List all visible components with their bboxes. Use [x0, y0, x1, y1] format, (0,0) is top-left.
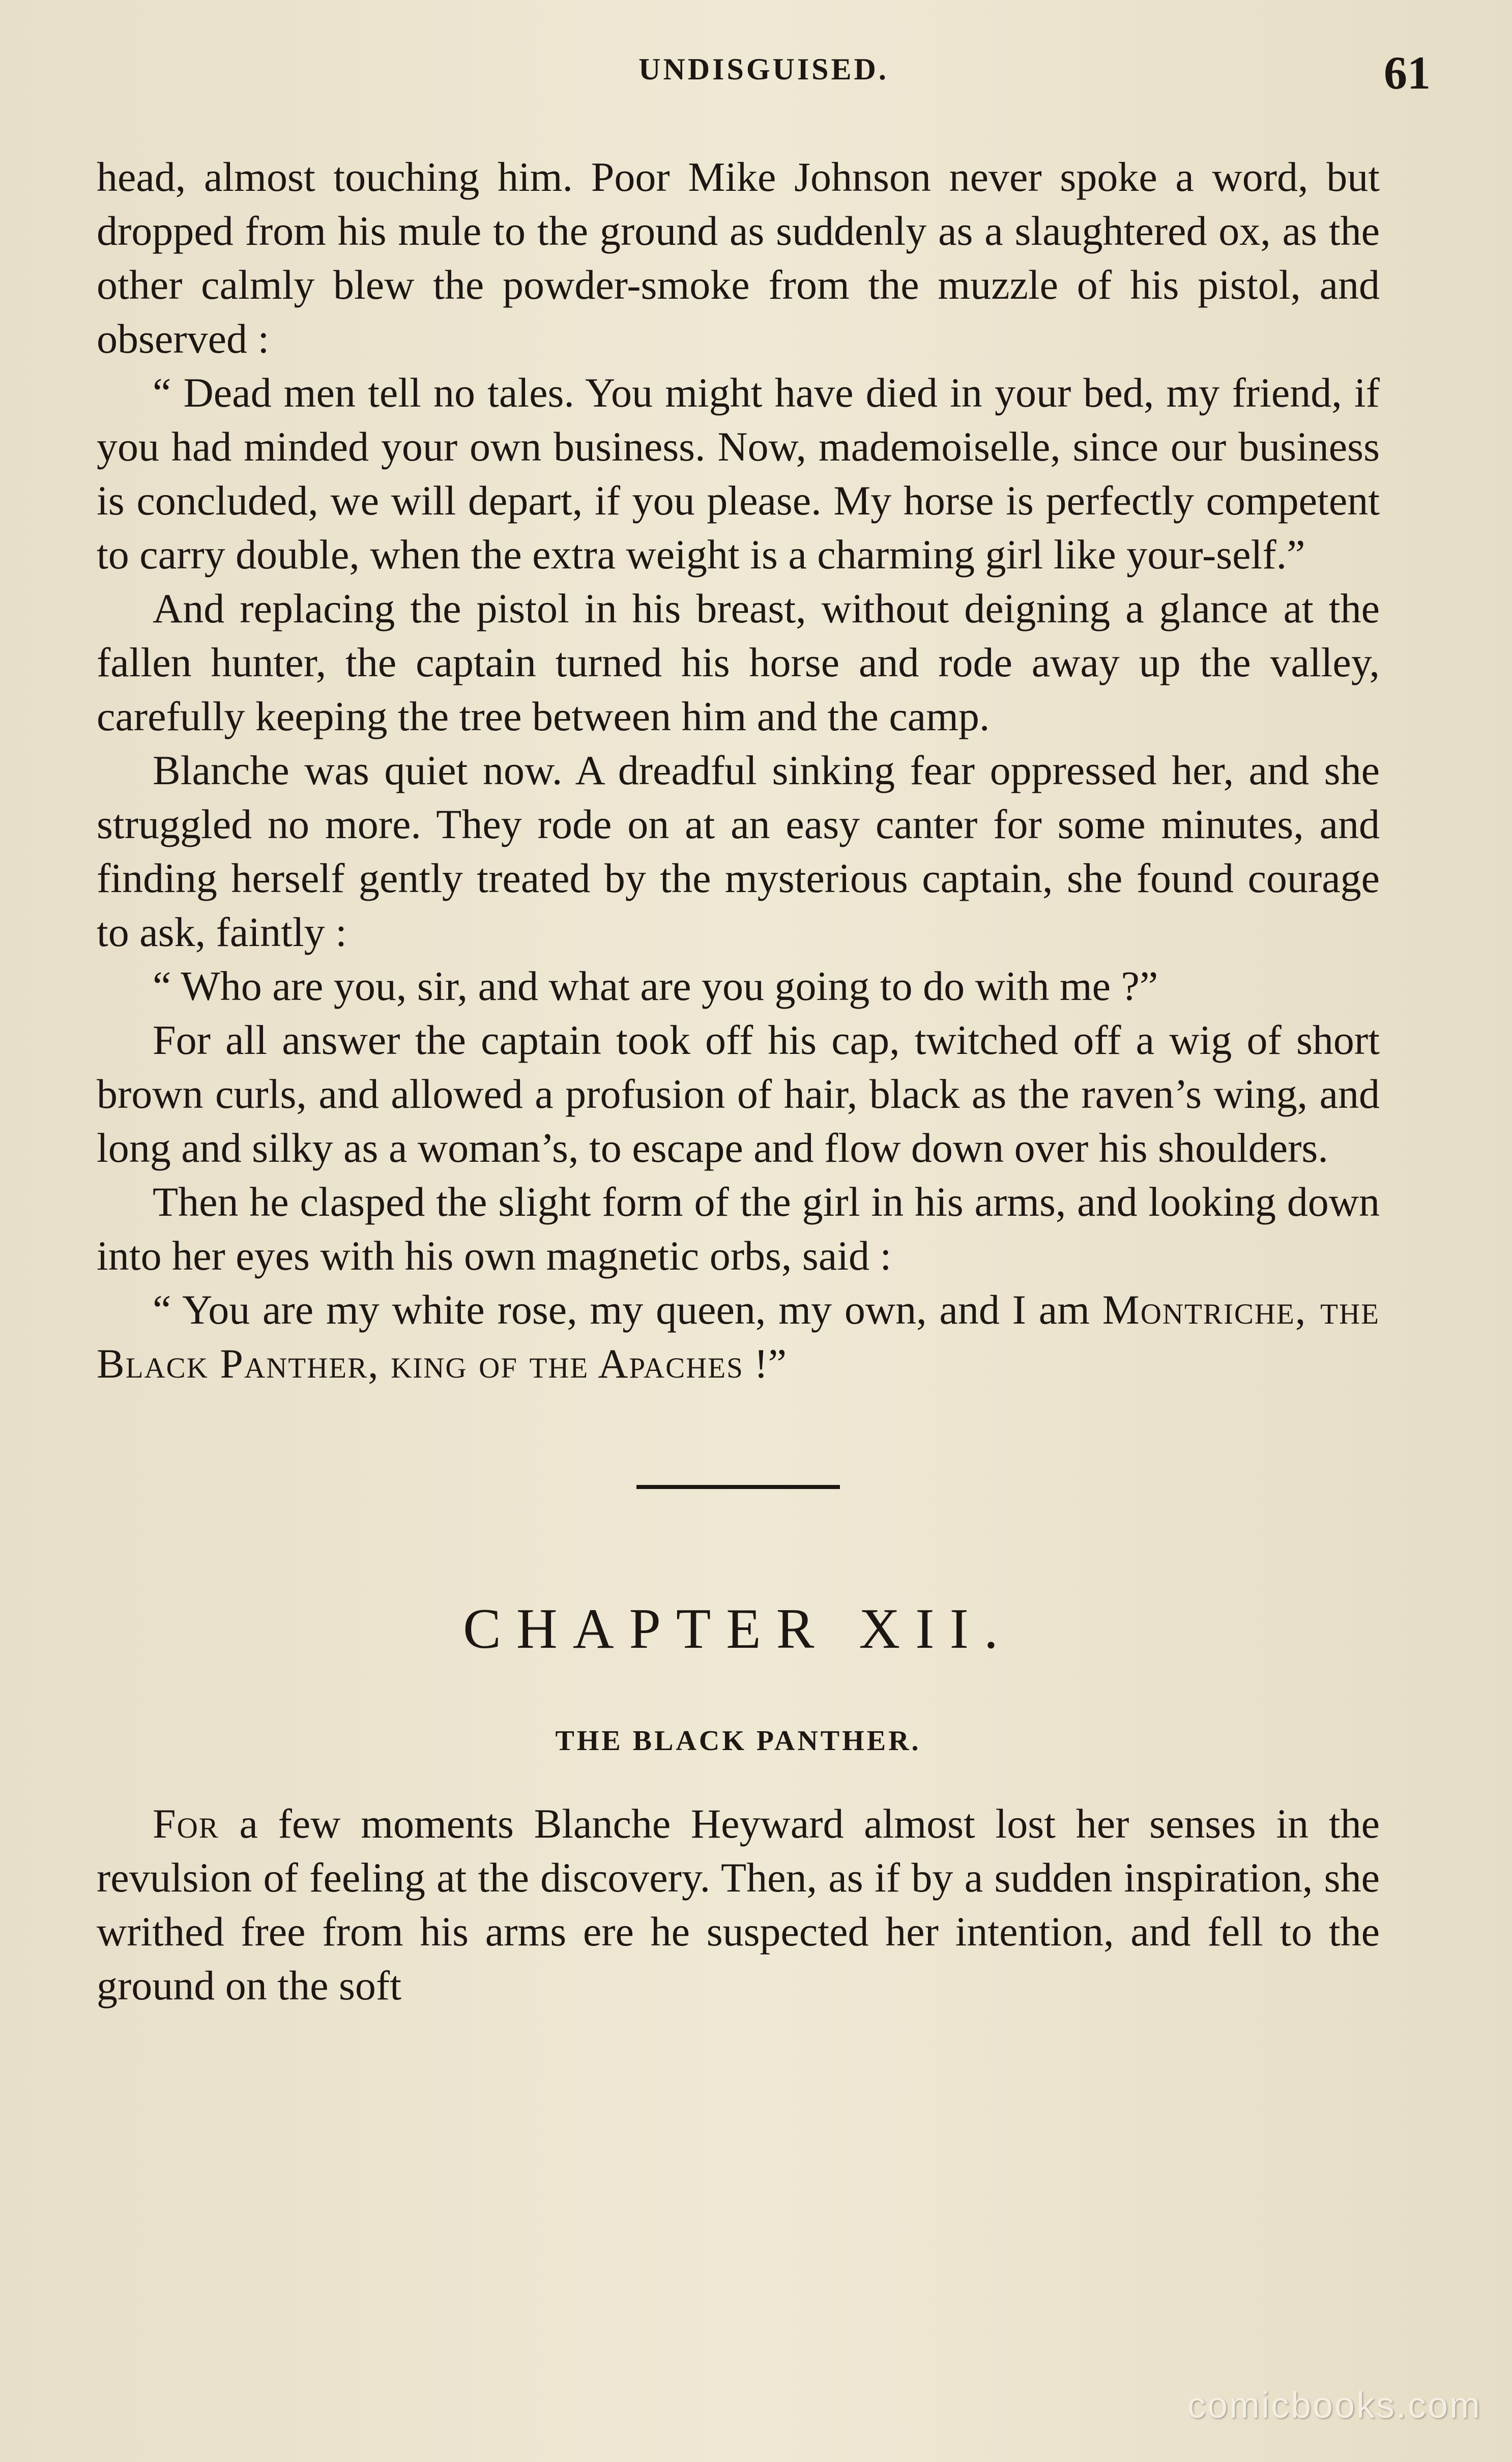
opening-word: For	[153, 1800, 219, 1847]
chapter-opening-paragraph	[97, 1797, 1380, 2013]
site-watermark: comicbooks.com	[1187, 2385, 1481, 2426]
section-divider	[636, 1485, 840, 1489]
quote-tail: !”	[743, 1340, 787, 1387]
paragraph-4: Blanche was quiet now. A dreadful sinking fear oppressed her, and she struggled no more. They rode on at an easy canter for some minutes, and finding herself gently treated by the mysterious captain, she found courage to ask, faintly :	[97, 747, 1380, 955]
chapter-title: CHAPTER XII.	[463, 1597, 1013, 1661]
page-number: 61	[1384, 47, 1431, 99]
running-header	[97, 46, 1431, 107]
body-text	[97, 150, 1380, 2013]
running-title: UNDISGUISED.	[638, 52, 889, 86]
opening-text: a few moments Blanche Heyward almost lost her senses in the revulsion of feeling at the discovery. Then, as if by a sudden inspiration, she writhed free from his arms ere he suspected her intention, and fell to the ground on the soft	[97, 1800, 1380, 2009]
paragraph-3: And replacing the pistol in his breast, without deigning a glance at the fallen hunter, the captain turned his horse and rode away up the valley, carefully keeping the tree between him and the camp.	[97, 585, 1380, 739]
paragraph-7: Then he clasped the slight form of the girl in his arms, and looking down into her eyes with his own magnetic orbs, said :	[97, 1179, 1380, 1279]
paragraph-2: “ Dead men tell no tales. You might have died in your bed, my friend, if you had minded your own business. Now, mademoiselle, since our business is concluded, we will depart, if you please. My horse is perfectly competent to carry double, when the extra weight is a charming girl like your-self.”	[97, 369, 1380, 578]
paragraph-5: “ Who are you, sir, and what are you going to do with me ?”	[153, 963, 1158, 1009]
black-panther-reveal: Montriche, the Black Panther, king of the Apaches	[97, 1286, 1380, 1387]
paragraph-6: For all answer the captain took off his cap, twitched off a wig of short brown curls, and allowed a profusion of hair, black as the raven’s wing, and long and silky as a woman’s, to escape and flow down over his shoulders.	[97, 1017, 1380, 1171]
paragraph-1: head, almost touching him. Poor Mike Johnson never spoke a word, but dropped from his mule to the ground as suddenly as a slaughtered ox, as the other calmly blew the powder-smoke from the muzzle of his pistol, and observed :	[97, 154, 1380, 362]
paragraph-final-quote	[97, 1283, 1380, 1391]
chapter-subtitle: THE BLACK PANTHER.	[555, 1725, 921, 1757]
quote-lead: “ You are my white rose, my queen, my own, and I am	[153, 1286, 1102, 1333]
